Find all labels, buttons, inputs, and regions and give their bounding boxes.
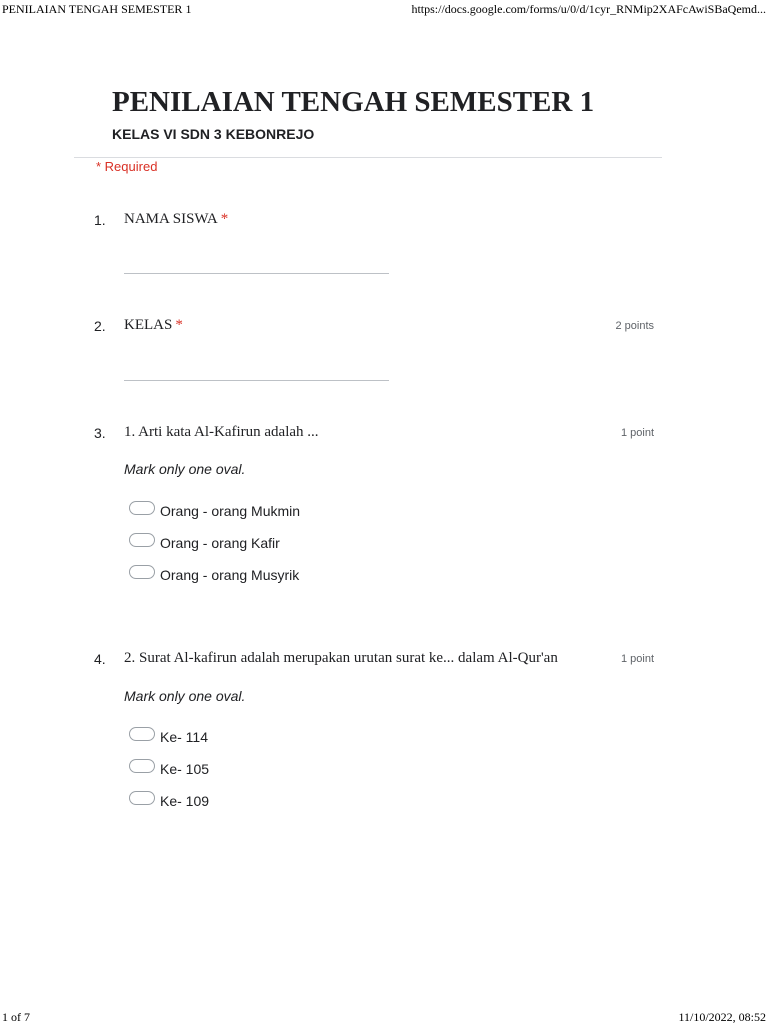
radio-oval[interactable] bbox=[129, 565, 155, 579]
radio-oval[interactable] bbox=[129, 791, 155, 805]
print-header-url: https://docs.google.com/forms/u/0/d/1cyr_RNMip2XAFcAwiSBaQemd... bbox=[411, 2, 766, 16]
question-4-option-2[interactable] bbox=[129, 759, 209, 779]
question-3-option-2[interactable] bbox=[129, 533, 280, 553]
print-timestamp: 11/10/2022, 08:52 bbox=[678, 1010, 766, 1024]
question-2-title-text: KELAS bbox=[124, 317, 173, 333]
option-label: Orang - orang Kafir bbox=[160, 535, 280, 551]
question-4-option-1[interactable] bbox=[129, 727, 208, 747]
question-2-answer-input[interactable] bbox=[124, 380, 389, 381]
question-3-points: 1 point bbox=[620, 427, 654, 439]
form-description: KELAS VI SDN 3 KEBONREJO bbox=[112, 126, 315, 142]
required-note: * Required bbox=[96, 159, 158, 174]
radio-oval[interactable] bbox=[129, 727, 155, 741]
form-title: PENILAIAN TENGAH SEMESTER 1 bbox=[112, 86, 595, 118]
question-3-option-3[interactable] bbox=[129, 565, 299, 585]
question-4-number: 4. bbox=[94, 651, 106, 667]
question-4-instruction: Mark only one oval. bbox=[124, 688, 246, 704]
question-1-title bbox=[124, 211, 228, 228]
option-label: Ke- 105 bbox=[160, 761, 210, 777]
question-3-title: 1. Arti kata Al-Kafirun adalah ... bbox=[124, 424, 319, 440]
question-4-points: 1 point bbox=[620, 653, 654, 665]
radio-oval[interactable] bbox=[129, 501, 155, 515]
option-label: Ke- 114 bbox=[160, 729, 208, 745]
question-1-number: 1. bbox=[94, 212, 106, 228]
header-divider bbox=[74, 157, 662, 158]
question-1-answer-input[interactable] bbox=[124, 273, 389, 274]
question-4-option-3[interactable] bbox=[129, 791, 209, 811]
question-1-title-text: NAMA SISWA bbox=[124, 211, 218, 227]
radio-oval[interactable] bbox=[129, 759, 155, 773]
required-star: * bbox=[220, 211, 229, 227]
question-2-points: 2 points bbox=[615, 320, 654, 332]
question-3-instruction: Mark only one oval. bbox=[124, 461, 246, 477]
question-4-title: 2. Surat Al-kafirun adalah merupakan urutan surat ke... dalam Al-Qur'an bbox=[124, 650, 558, 666]
option-label: Ke- 109 bbox=[160, 793, 210, 809]
radio-oval[interactable] bbox=[129, 533, 155, 547]
question-3-number: 3. bbox=[94, 425, 106, 441]
option-label: Orang - orang Musyrik bbox=[160, 567, 300, 583]
question-2-title bbox=[124, 317, 183, 334]
required-star: * bbox=[175, 317, 183, 333]
question-2-number: 2. bbox=[94, 318, 106, 334]
option-label: Orang - orang Mukmin bbox=[160, 503, 301, 519]
print-header-title: PENILAIAN TENGAH SEMESTER 1 bbox=[2, 2, 192, 16]
page-count: 1 of 7 bbox=[2, 1010, 30, 1024]
question-3-option-1[interactable] bbox=[129, 501, 300, 521]
